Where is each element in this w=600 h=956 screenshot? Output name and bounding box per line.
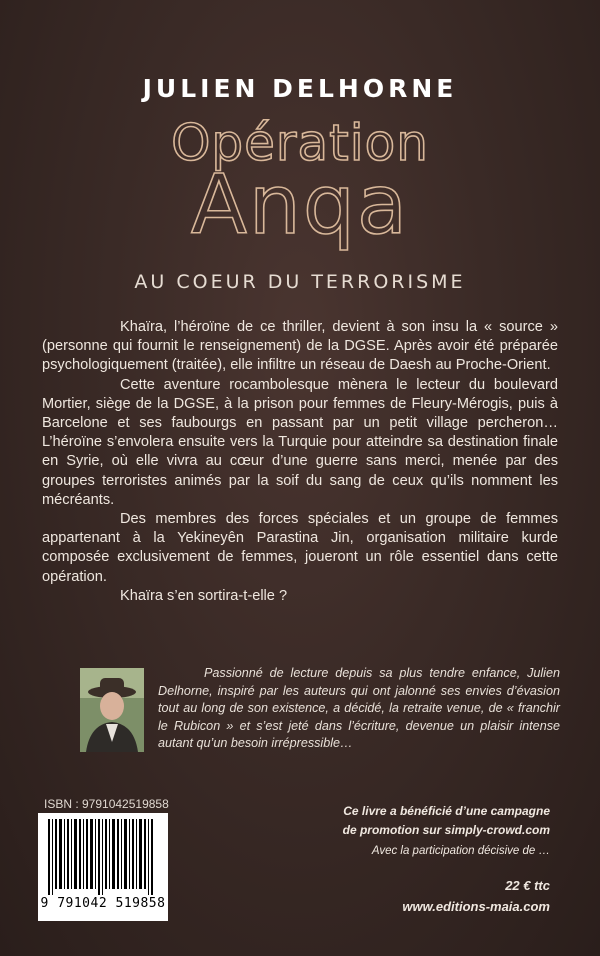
promo-note: [300, 802, 550, 840]
synopsis-paragraph-3: Des membres des forces spéciales et un groupe de femmes appartenant à la Yekineyên Parastina Jin, organisation militaire kurde composée exclusivement de femmes, joueront un rôle essentiel dans cette opération.: [42, 511, 558, 585]
subtitle: AU COEUR DU TERRORISME: [134, 271, 466, 293]
author-bio: [158, 665, 560, 753]
author-name: JULIEN DELHORNE: [142, 74, 458, 103]
author-photo: [80, 668, 144, 752]
price: 22 € ttc: [505, 878, 550, 893]
promo-line-1: Ce livre a bénéficié d’une campagne: [343, 804, 550, 818]
publisher-website: www.editions-maia.com: [402, 899, 550, 914]
synopsis-paragraph-4: Khaïra s’en sortira-t-elle ?: [120, 587, 288, 604]
promo-line-2: de promotion sur simply-crowd.com: [342, 823, 550, 837]
isbn-label: ISBN : 9791042519858: [44, 797, 169, 811]
title-line-2: Anqa: [190, 158, 410, 253]
participation-note: Avec la participation décisive de …: [371, 845, 550, 857]
title-line-1: Opération: [171, 114, 429, 172]
author-bio-text: Passionné de lecture depuis sa plus tendre enfance, Julien Delhorne, inspiré par les auteurs qui ont jalonné ses envies d’évasion tout au long de son existence, a décidé, la retraite venue, de « franchir le Rubicon » et s’est jeté dans l’écriture, devenue un plaisir intense autant qu’un besoin irrépressible…: [158, 666, 560, 751]
synopsis-paragraph-2: Cette aventure rocambolesque mènera le lecteur du boulevard Mortier, siège de la DGSE, à la prison pour femmes de Fleury-Mérogis, puis à Barcelone et ses faubourgs en passant par un petit village percheron… L’héroïne s’envolera ensuite vers la Turquie pour atteindre sa destination finale en Syrie, où elle vivra au cœur d’une guerre sans merci, menée par des groupes terroristes animés par la soif du sang de ceux qu’ils nomment les mécréants.: [42, 376, 558, 508]
barcode-digits: 9 791042 519858: [40, 896, 166, 911]
synopsis: [42, 318, 558, 606]
synopsis-paragraph-1: Khaïra, l’héroïne de ce thriller, devient à son insu la « source » (personne qui fournit le renseignement) de la DGSE. Après avoir été préparée psychologiquement (traitée), elle infiltre un réseau de Daesh au Proche-Orient.: [42, 319, 558, 374]
